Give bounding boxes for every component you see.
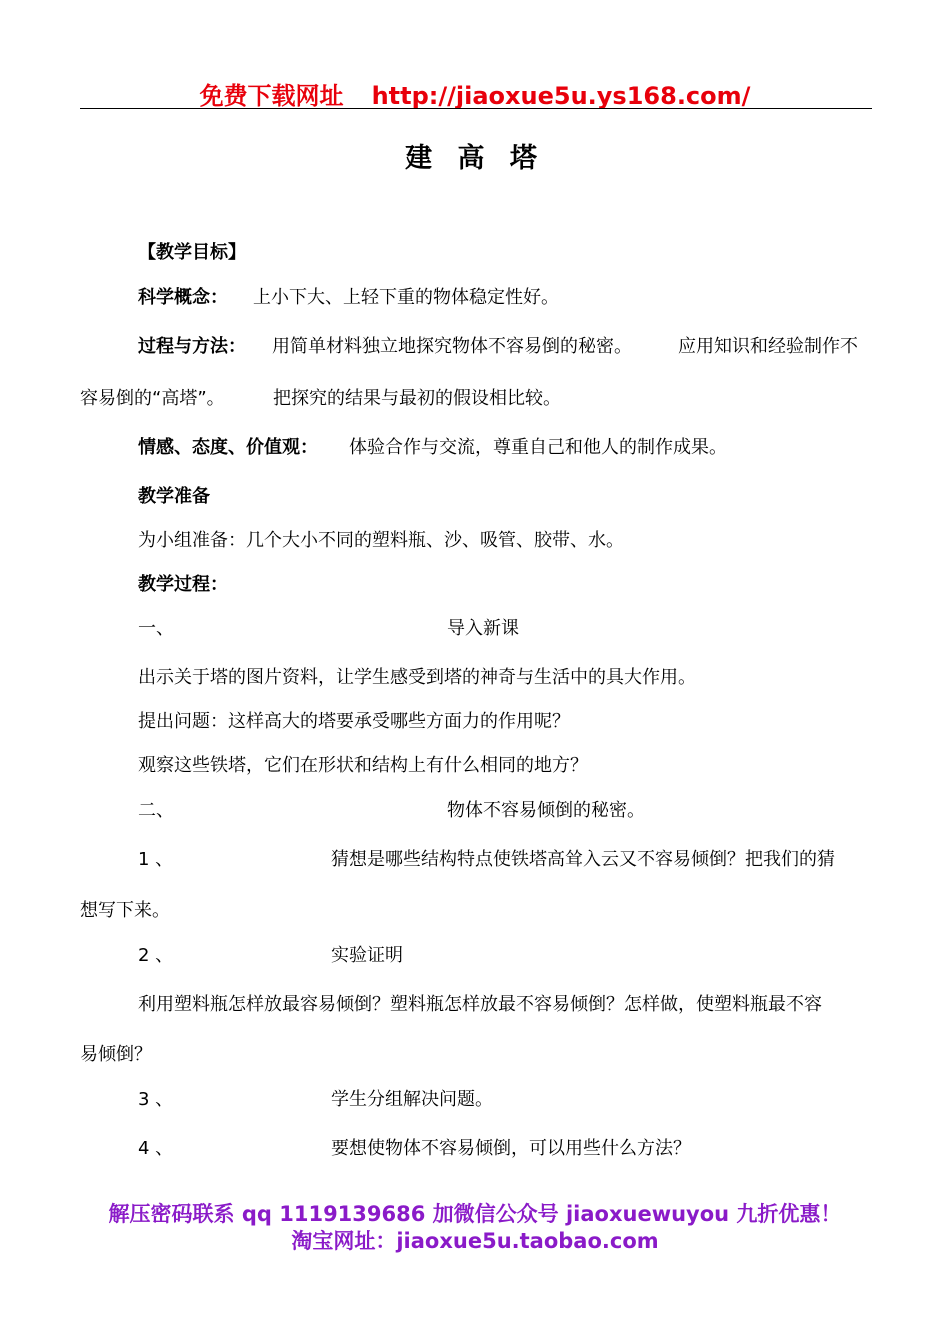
item2-number: 2 、 bbox=[138, 945, 174, 966]
emotion-text: 体验合作与交流，尊重自己和他人的制作成果。 bbox=[349, 437, 727, 458]
concept-text: 上小下大、上轻下重的物体稳定性好。 bbox=[253, 287, 559, 308]
item1-text: 猜想是哪些结构特点使铁塔高耸入云又不容易倾倒？把我们的猜 bbox=[331, 849, 835, 870]
header-label: 免费下载网址 bbox=[199, 82, 344, 110]
process-text-3: 容易倒的“高塔”。 bbox=[80, 388, 225, 409]
preparation-heading: 教学准备 bbox=[138, 486, 210, 507]
header-divider bbox=[80, 108, 872, 109]
paragraph-4-continued: 易倾倒？ bbox=[80, 1044, 152, 1065]
process-heading: 教学过程： bbox=[138, 574, 228, 595]
item4-number: 4 、 bbox=[138, 1138, 174, 1159]
process-text-4: 把探究的结果与最初的假设相比较。 bbox=[273, 388, 561, 409]
process-label: 过程与方法： bbox=[138, 336, 246, 357]
item3-number: 3 、 bbox=[138, 1089, 174, 1110]
section1-number: 一、 bbox=[138, 618, 174, 639]
page-title: 建 高 塔 bbox=[405, 143, 545, 174]
item2-text: 实验证明 bbox=[331, 945, 403, 966]
section1-title: 导入新课 bbox=[447, 618, 519, 639]
footer-taobao-link[interactable]: 淘宝网址：jiaoxue5u.taobao.com bbox=[291, 1229, 659, 1253]
item1-number: 1 、 bbox=[138, 849, 174, 870]
process-text-1: 用简单材料独立地探究物体不容易倒的秘密。 bbox=[272, 336, 632, 357]
process-text-2: 应用知识和经验制作不 bbox=[678, 336, 858, 357]
preparation-text: 为小组准备：几个大小不同的塑料瓶、沙、吸管、胶带、水。 bbox=[138, 530, 624, 551]
download-header bbox=[0, 76, 950, 111]
concept-label: 科学概念： bbox=[138, 287, 228, 308]
footer-contact: 解压密码联系 qq 1119139686 加微信公众号 jiaoxuewuyou 九折优惠！ bbox=[108, 1202, 842, 1226]
item1-text-continued: 想写下来。 bbox=[80, 900, 170, 921]
paragraph-4: 利用塑料瓶怎样放最容易倾倒？塑料瓶怎样放最不容易倾倒？怎样做，使塑料瓶最不容 bbox=[138, 994, 822, 1015]
section2-number: 二、 bbox=[138, 800, 174, 821]
paragraph-3: 观察这些铁塔，它们在形状和结构上有什么相同的地方？ bbox=[138, 755, 588, 776]
paragraph-2: 提出问题：这样高大的塔要承受哪些方面力的作用呢？ bbox=[138, 711, 570, 732]
paragraph-1: 出示关于塔的图片资料，让学生感受到塔的神奇与生活中的具大作用。 bbox=[138, 667, 696, 688]
item3-text: 学生分组解决问题。 bbox=[331, 1089, 493, 1110]
emotion-label: 情感、态度、价值观： bbox=[138, 437, 318, 458]
header-url-link[interactable]: http://jiaoxue5u.ys168.com/ bbox=[371, 82, 751, 110]
objectives-heading: 【教学目标】 bbox=[138, 242, 246, 263]
item4-text: 要想使物体不容易倾倒，可以用些什么方法？ bbox=[331, 1138, 691, 1159]
section2-title: 物体不容易倾倒的秘密。 bbox=[447, 800, 645, 821]
